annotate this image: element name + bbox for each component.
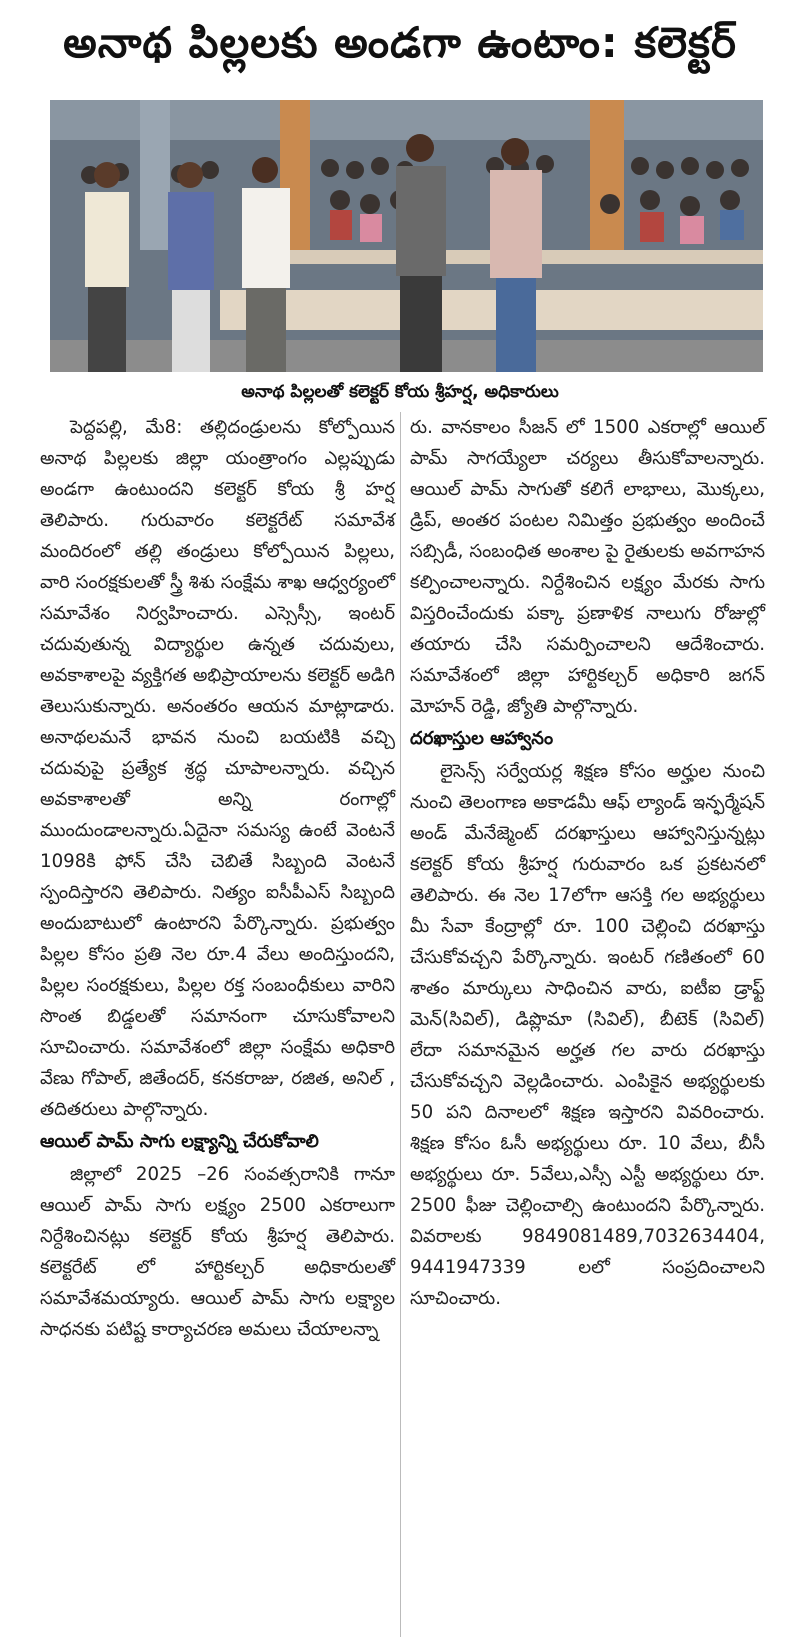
paragraph: పెద్దపల్లి, మే8: తల్లిదండ్రులను కోల్పోయిన అనాథ పిల్లలకు జిల్లా యంత్రాంగం ఎల్లప్పుడు అండగా ఉంటుందని కలెక్టర్ కోయ శ్రీ హర్ష తెలిపారు. గురువారం కలెక్టరేట్ సమావేశ మందిరంలో తల్లి తండ్రులు కోల్పోయిన పిల్లలు, వారి సంరక్షకులతో స్త్రీ శిశు సంక్షేమ శాఖ ఆధ్వర్యంలో సమావేశం నిర్వహించారు. ఎస్సెస్సీ, ఇంటర్ చదువుతున్న విద్యార్థుల ఉన్నత చదువులు, అవకాశాలపై వ్యక్తిగత అభిప్రాయాలను కలెక్టర్ అడిగి తెలుసుకున్నారు. అనంతరం ఆయన మాట్లాడారు. అనాథలమనే భావన నుంచి బయటికి వచ్చి చదువుపై ప్రత్యేక శ్రద్ధ చూపాలన్నారు. వచ్చిన అవకాశాలతో అన్ని రంగాల్లో ముందుండాలన్నారు.ఏదైనా సమస్య ఉంటే వెంటనే 1098కి ఫోన్ చేసి చెబితే సిబ్బంది వెంటనే స్పందిస్తారని తెలిపారు. నిత్యం ఐసీపీఎస్ సిబ్బంది అందుబాటులో ఉంటారని పేర్కొన్నారు. ప్రభుత్వం పిల్లల కోసం ప్రతి నెల రూ.4 వేలు అందిస్తుందని, పిల్లల సంరక్షకులు, పిల్లల రక్త సంబంధీకులు వారిని సొంత బిడ్డలతో సమానంగా చూసుకోవాలని సూచించారు. సమావేశంలో జిల్లా సంక్షేమ అధికారి వేణు గోపాల్, జితేందర్, కనకరాజు, రజిత, అనిల్ , తదితరులు పాల్గొన్నారు. xyxy=(40,417,396,1120)
paragraph: జిల్లాలో 2025 –26 సంవత్సరానికి గానూ ఆయిల్ పామ్ సాగు లక్ష్యం 2500 ఎకరాలుగా నిర్దేశించినట్లు కలెక్టర్ కోయ శ్రీహర్ష తెలిపారు. కలెక్టరేట్ లో హార్టికల్చర్ అధికారులతో సమావేశమయ్యారు. ఆయిల్ పామ్ సాగు లక్ష్యాల సాధనకు పటిష్ట కార్యాచరణ అమలు చేయాలన్నా xyxy=(40,1164,395,1340)
headline: అనాథ పిల్లలకు అండగా ఉంటాం: కలెక్టర్ xyxy=(63,18,737,67)
article-left-column xyxy=(40,412,395,1345)
paragraph: రు. వానకాలం సీజన్ లో 1500 ఎకరాల్లో ఆయిల్ పామ్ సాగయ్యేలా చర్యలు తీసుకోవాలన్నారు. ఆయిల్ పామ్ సాగుతో కలిగే లాభాలు, మొక్కలు, డ్రిప్, అంతర పంటల నిమిత్తం ప్రభుత్వం అందించే సబ్సిడీ, సంబంధిత అంశాల పై రైతులకు అవగాహన కల్పించాలన్నారు. నిర్దేశించిన లక్ష్యం మేరకు సాగు విస్తరించేందుకు పక్కా ప్రణాళిక నాలుగు రోజుల్లో తయారు చేసి సమర్పించాలని ఆదేశించారు. సమావేశంలో జిల్లా హార్టికల్చర్ అధికారి జగన్ మోహన్ రెడ్డి, జ్యోతి పాల్గొన్నారు. xyxy=(410,417,765,717)
subheading: దరఖాస్తుల ఆహ్వానం xyxy=(410,728,554,749)
group-photo-illustration xyxy=(50,100,763,372)
news-photo xyxy=(50,100,763,372)
paragraph: లైసెన్స్ సర్వేయర్ల శిక్షణ కోసం అర్హుల నుంచి నుంచి తెలంగాణ అకాడమీ ఆఫ్ ల్యాండ్ ఇన్ఫర్మేషన్ అండ్ మేనేజ్మెంట్ దరఖాస్తులు ఆహ్వానిస్తున్నట్లు కలెక్టర్ కోయ శ్రీహర్ష గురువారం ఒక ప్రకటనలో తెలిపారు. ఈ నెల 17లోగా ఆసక్తి గల అభ్యర్థులు మీ సేవా కేంద్రాల్లో రూ. 100 చెల్లించి దరఖాస్తు చేసుకోవచ్చని పేర్కొన్నారు. ఇంటర్ గణితంలో 60 శాతం మార్కులు సాధించిన వారు, ఐటీఐ డ్రాఫ్ట్ మెన్(సివిల్), డిప్లొమా (సివిల్), బీటెక్ (సివిల్) లేదా సమానమైన అర్హత గల వారు దరఖాస్తు చేసుకోవచ్చని వెల్లడించారు. ఎంపికైన అభ్యర్థులకు 50 పని దినాలలో శిక్షణ ఇస్తారని వివరించారు. శిక్షణ కోసం ఓసీ అభ్యర్థులు రూ. 10 వేలు, బీసీ అభ్యర్థులు రూ. 5వేలు,ఎస్సీ ఎస్టీ అభ్యర్థులు రూ. 2500 ఫీజు చెల్లించాల్సి ఉంటుందని పేర్కొన్నారు. వివరాలకు 9849081489,7032634404, 9441947339 లలో సంప్రదించాలని సూచించారు. xyxy=(410,761,765,1309)
column-divider xyxy=(400,412,401,1637)
subheading: ఆయిల్ పామ్ సాగు లక్ష్యాన్ని చేరుకోవాలి xyxy=(40,1131,319,1152)
article-right-column xyxy=(410,412,765,1314)
photo-caption: అనాథ పిల్లలతో కలెక్టర్ కోయ శ్రీహర్ష, అధికారులు xyxy=(241,382,559,402)
